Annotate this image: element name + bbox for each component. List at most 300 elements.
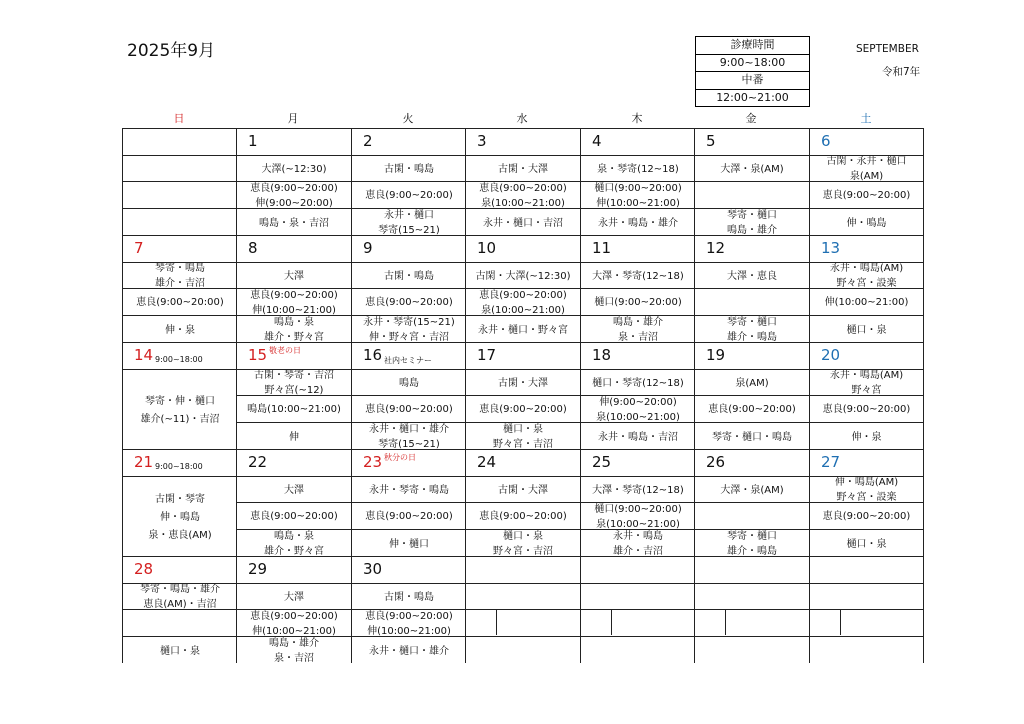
day-number: 22: [248, 453, 268, 471]
weekday-header: [122, 110, 924, 128]
afternoon-shift: [237, 315, 351, 342]
staff-line: 雄介(~11)・吉沼: [140, 413, 220, 425]
day-number: 14: [134, 346, 154, 364]
staff-line: 琴寄・伸・樋口: [145, 395, 215, 407]
staff-line: 泉・琴寄(12~18): [597, 163, 679, 175]
day-number: 5: [706, 132, 716, 150]
extended-shift: [466, 181, 580, 209]
extended-shift: [123, 609, 237, 637]
extended-shift: [810, 395, 923, 423]
day-number: 11: [592, 239, 612, 257]
afternoon-shift: [123, 208, 237, 235]
afternoon-shift: [581, 529, 695, 556]
staff-line: 恵良(9:00~20:00): [479, 182, 567, 194]
day-number: 17: [477, 346, 497, 364]
staff-line: 恵良(9:00~20:00): [365, 511, 453, 522]
morning-shift: [123, 262, 237, 289]
extended-shift: [466, 395, 580, 423]
extended-shift: [352, 288, 466, 316]
extended-shift: [123, 288, 237, 316]
staff-line: 樋口・泉: [846, 538, 887, 550]
morning-shift: [352, 476, 466, 503]
afternoon-shift: [352, 636, 466, 663]
morning-shift: [695, 369, 809, 396]
staff-line: 恵良(9:00~20:00): [250, 289, 338, 301]
staff-line: 古閑・琴寄: [155, 493, 205, 505]
staff-line: 野々宮・設楽: [836, 278, 897, 289]
staff-line: 伸・鳴島: [160, 511, 200, 523]
extended-shift: [352, 502, 466, 530]
staff-line: 古閑・鳴島: [384, 163, 434, 175]
staff-line: 樋口(9:00~20:00): [594, 503, 682, 515]
day-number: 6: [821, 132, 831, 150]
staff-line: 泉(AM): [849, 171, 884, 182]
staff-line: 恵良(9:00~20:00): [479, 289, 567, 301]
afternoon-shift: [352, 422, 466, 449]
staff-line: 伸: [289, 431, 299, 443]
afternoon-shift: [352, 529, 466, 556]
staff-line: 大澤: [284, 484, 304, 496]
staff-line: 野々宮: [851, 385, 882, 396]
staff-line: 鳴島・雄介: [727, 225, 777, 235]
staff-line: 樋口(9:00~20:00): [594, 297, 682, 308]
staff-line: 野々宮・吉沼: [493, 439, 553, 449]
extended-shift: [581, 181, 695, 209]
day-cell: [580, 449, 695, 556]
calendar-grid: [122, 128, 924, 687]
japanese-era-year: 令和7年: [882, 66, 921, 78]
day-cell: [465, 128, 580, 235]
morning-shift: [810, 262, 923, 289]
extended-shift: [466, 288, 580, 316]
staff-line: 樋口・泉: [503, 424, 543, 435]
morning-shift: [581, 476, 695, 503]
staff-line: 古閑・永井・樋口: [826, 156, 907, 167]
day-number: 10: [477, 239, 497, 257]
extended-shift: [123, 181, 237, 209]
staff-line: 伸・樋口: [389, 538, 429, 550]
extended-shift: [695, 502, 809, 530]
extended-shift: [695, 181, 809, 209]
day-cell: [236, 235, 351, 342]
empty-day-cell: [465, 556, 580, 663]
hours-mid-shift: 12:00~21:00: [696, 89, 809, 107]
day-cell: [465, 342, 580, 449]
extended-shift: [581, 609, 695, 637]
extended-shift: [237, 502, 351, 530]
afternoon-shift: [695, 636, 809, 663]
extended-shift: [810, 609, 923, 637]
event-label: 社内セミナー: [384, 356, 432, 365]
staff-line: 永井・樋口: [384, 210, 434, 221]
month-english: SEPTEMBER: [856, 43, 919, 55]
day-number: 28: [134, 560, 154, 578]
afternoon-shift: [810, 636, 923, 663]
staff-line: 伸(10:00~21:00): [252, 625, 336, 637]
staff-line: 恵良(9:00~20:00): [822, 511, 911, 522]
day-number: 27: [821, 453, 841, 471]
extended-shift: [810, 502, 923, 530]
staff-line: 琴寄・樋口: [727, 210, 777, 221]
staff-line: 恵良(9:00~20:00): [136, 297, 224, 308]
afternoon-shift: [352, 208, 466, 235]
morning-shift: [810, 369, 923, 396]
day-number: 4: [592, 132, 602, 150]
staff-line: 恵良(9:00~20:00): [365, 297, 453, 308]
staff-line: 琴寄・樋口: [727, 531, 777, 542]
morning-shift: [581, 155, 695, 182]
staff-line: 恵良(9:00~20:00): [479, 404, 567, 415]
staff-line: 古閑・鳴島: [384, 591, 434, 603]
extended-shift: [352, 181, 466, 209]
day-number: 12: [706, 239, 726, 257]
day-number: 16: [363, 346, 383, 364]
afternoon-shift: [581, 422, 695, 449]
sunday-hours-note: 9:00~18:00: [155, 462, 203, 471]
week-row: [122, 449, 924, 556]
morning-shift: [123, 155, 237, 182]
morning-shift: [466, 369, 580, 396]
day-number: 2: [363, 132, 373, 150]
staff-line: 伸(9:00~20:00): [255, 197, 333, 209]
afternoon-shift: [810, 422, 923, 449]
day-number: 1: [248, 132, 258, 150]
staff-line: 雄介・鳴島: [727, 546, 777, 556]
day-number: 9: [363, 239, 373, 257]
staff-line: 琴寄・樋口・鳴島: [712, 431, 792, 443]
weekday-tue: 火: [402, 112, 414, 125]
day-cell: [465, 235, 580, 342]
empty-marker: [611, 609, 612, 635]
extended-shift: [581, 502, 695, 530]
staff-line: 恵良(9:00~20:00): [822, 404, 911, 415]
day-number: 21: [134, 453, 154, 471]
extended-shift: [352, 609, 466, 637]
extended-shift: [466, 502, 580, 530]
week-row: [122, 342, 924, 449]
staff-line: 大澤・琴寄(12~18): [592, 270, 684, 282]
day-number: 26: [706, 453, 726, 471]
staff-line: 野々宮・吉沼: [493, 546, 553, 556]
day-cell: [694, 235, 809, 342]
morning-shift: [352, 369, 466, 396]
morning-shift: [810, 155, 923, 182]
empty-marker: [496, 609, 497, 635]
afternoon-shift: [466, 636, 580, 663]
day-number: 18: [592, 346, 612, 364]
day-cell: [122, 342, 237, 449]
staff-line: 鳴島(10:00~21:00): [247, 404, 341, 415]
morning-shift: [237, 262, 351, 289]
day-number: 13: [821, 239, 841, 257]
staff-line: 古閑・大澤: [498, 377, 548, 389]
day-cell: [694, 128, 809, 235]
sunday-hours-note: 9:00~18:00: [155, 355, 203, 364]
staff-line: 伸(10:00~21:00): [252, 304, 336, 316]
morning-shift: [695, 583, 809, 610]
empty-day-cell: [809, 556, 924, 663]
staff-line: 恵良(9:00~20:00): [365, 404, 453, 415]
hours-mid-shift-label: 中番: [696, 71, 809, 89]
staff-line: 永井・樋口・雄介: [369, 424, 449, 435]
day-cell: [809, 128, 924, 235]
day-cell: [351, 556, 466, 663]
staff-line: 永井・鳴島: [613, 531, 663, 542]
day-cell: [809, 342, 924, 449]
day-cell: [351, 342, 466, 449]
day-number: 30: [363, 560, 383, 578]
staff-line: 泉(AM): [735, 377, 769, 389]
staff-line: 古閑・鳴島: [384, 270, 434, 282]
morning-shift: [466, 583, 580, 610]
afternoon-shift: [352, 315, 466, 342]
staff-line: 古閑・大澤: [498, 163, 548, 175]
morning-shift: [581, 369, 695, 396]
day-cell: [809, 449, 924, 556]
afternoon-shift: [237, 636, 351, 663]
staff-line: 恵良(9:00~20:00): [365, 190, 453, 201]
day-cell: [236, 128, 351, 235]
afternoon-shift: [695, 208, 809, 235]
day-cell: [236, 449, 351, 556]
day-cell: [351, 128, 466, 235]
empty-marker: [725, 609, 726, 635]
staff-line: 琴寄・樋口: [727, 317, 777, 328]
staff-line: 大澤・泉(AM): [720, 484, 784, 496]
day-cell: [122, 556, 237, 663]
staff-line: 鳴島・泉: [274, 317, 314, 328]
day-number: 8: [248, 239, 258, 257]
empty-day-cell: [580, 556, 695, 663]
day-cell: [465, 449, 580, 556]
morning-shift: [352, 262, 466, 289]
morning-shift: [237, 155, 351, 182]
morning-shift: [810, 583, 923, 610]
staff-line: 泉(10:00~21:00): [481, 304, 565, 316]
day-cell: [694, 342, 809, 449]
hours-heading: 診療時間: [730, 38, 775, 51]
staff-line: 泉(10:00~21:00): [596, 411, 680, 423]
staff-line: 琴寄(15~21): [378, 439, 440, 449]
morning-shift: [581, 262, 695, 289]
extended-shift: [810, 288, 923, 316]
day-number: 23: [363, 453, 383, 471]
day-number: 20: [821, 346, 841, 364]
morning-shift: [237, 583, 351, 610]
empty-marker: [840, 609, 841, 635]
empty-day-cell: [122, 128, 237, 235]
staff-line: 伸・泉: [165, 324, 195, 336]
staff-line: 鳴島・泉: [274, 531, 314, 542]
extended-shift: [695, 395, 809, 423]
staff-line: 伸(10:00~21:00): [367, 625, 451, 637]
staff-line: 大澤・琴寄(12~18): [592, 484, 684, 496]
staff-line: 鳴島: [399, 377, 419, 389]
staff-line: 古閑・大澤(~12:30): [475, 270, 571, 282]
staff-line: 永井・樋口・雄介: [369, 645, 449, 657]
staff-line: 樋口・泉: [160, 645, 200, 657]
staff-line: 恵良(9:00~20:00): [479, 511, 567, 522]
staff-line: 永井・鳴島(AM): [829, 370, 904, 381]
extended-shift: [237, 288, 351, 316]
extended-shift: [581, 395, 695, 423]
hours-regular: 9:00~18:00: [696, 54, 809, 72]
staff-line: 泉(10:00~21:00): [481, 197, 565, 209]
staff-line: 古閑・琴寄・吉沼: [254, 370, 334, 381]
staff-line: 雄介・吉沼: [155, 278, 205, 289]
day-cell: [580, 235, 695, 342]
staff-line: 泉・恵良(AM): [148, 529, 212, 541]
staff-line: 伸・泉: [851, 431, 882, 443]
extended-shift: [695, 609, 809, 637]
afternoon-shift: [466, 208, 580, 235]
staff-line: 永井・琴寄・鳴島: [369, 484, 449, 496]
morning-shift: [695, 155, 809, 182]
staff-line: 樋口(9:00~20:00): [594, 182, 682, 194]
staff-line: 野々宮・設楽: [836, 492, 897, 503]
holiday-label: 敬老の日: [269, 346, 301, 355]
empty-day-cell: [694, 556, 809, 663]
staff-line: 樋口・泉: [846, 324, 887, 336]
day-cell: [236, 556, 351, 663]
day-number: 15: [248, 346, 268, 364]
staff-line: 恵良(9:00~20:00): [250, 511, 338, 522]
morning-shift: [810, 476, 923, 503]
staff-line: 鳴島・雄介: [269, 638, 319, 649]
staff-line: 琴寄・鳴島: [155, 263, 205, 274]
weekday-thu: 木: [631, 112, 643, 125]
extended-shift: [466, 609, 580, 637]
extended-shift: [237, 609, 351, 637]
day-cell: [580, 128, 695, 235]
day-cell: [236, 342, 351, 449]
staff-line: 伸(10:00~21:00): [596, 197, 680, 209]
staff-line: 永井・鳴島(AM): [829, 263, 904, 274]
staff-line: 泉(10:00~21:00): [596, 518, 680, 530]
staff-line: 大澤(~12:30): [261, 163, 327, 175]
morning-shift: [466, 476, 580, 503]
staff-line: 琴寄・鳴島・雄介: [140, 584, 220, 595]
holiday-label: 秋分の日: [384, 453, 416, 462]
calendar-title: 2025年9月: [127, 41, 216, 61]
staff-line: 永井・樋口・野々宮: [478, 324, 568, 336]
extended-shift: [237, 181, 351, 209]
clinic-hours-box: [695, 36, 810, 107]
day-number: 24: [477, 453, 497, 471]
staff-line: 古閑・大澤: [498, 484, 548, 496]
day-cell: [351, 235, 466, 342]
weekday-sun: 日: [173, 112, 185, 125]
day-number: 25: [592, 453, 612, 471]
afternoon-shift: [810, 208, 923, 235]
weekday-fri: 金: [745, 112, 757, 125]
staff-line: 恵良(9:00~20:00): [250, 610, 338, 622]
staff-line: 伸・野々宮・吉沼: [369, 332, 449, 342]
afternoon-shift: [123, 636, 237, 663]
staff-line: 雄介・吉沼: [613, 546, 663, 556]
staff-line: 永井・鳴島・吉沼: [598, 431, 678, 443]
staff-line: 鳴島・雄介: [613, 317, 663, 328]
staff-line: 大澤・恵良: [727, 270, 777, 282]
day-number: 29: [248, 560, 268, 578]
staff-line: 大澤: [284, 591, 304, 603]
day-number: 7: [134, 239, 144, 257]
staff-line: 雄介・鳴島: [727, 332, 777, 342]
weekday-mon: 月: [287, 112, 299, 125]
week-row: [122, 128, 924, 235]
staff-line: 鳴島・泉・吉沼: [259, 217, 329, 229]
morning-shift: [352, 583, 466, 610]
day-cell: [694, 449, 809, 556]
extended-shift: [810, 181, 923, 209]
morning-shift: [352, 155, 466, 182]
staff-line: 恵良(9:00~20:00): [708, 404, 796, 415]
staff-line: 永井・琴寄(15~21): [363, 317, 455, 328]
morning-shift: [581, 583, 695, 610]
weekday-sat: 土: [860, 112, 872, 125]
afternoon-shift: [237, 422, 351, 449]
extended-shift: [352, 395, 466, 423]
afternoon-shift: [695, 529, 809, 556]
afternoon-shift: [466, 315, 580, 342]
day-cell: [351, 449, 466, 556]
staff-line: 永井・樋口・吉沼: [483, 217, 563, 229]
staff-line: 恵良(AM)・吉沼: [143, 599, 217, 610]
sunday-staff: [123, 369, 237, 449]
morning-shift: [237, 369, 351, 396]
staff-line: 樋口・泉: [503, 531, 543, 542]
weekday-wed: 水: [516, 112, 528, 125]
week-row: [122, 235, 924, 342]
afternoon-shift: [810, 529, 923, 556]
staff-line: 野々宮(~12): [264, 385, 324, 396]
staff-line: 恵良(9:00~20:00): [365, 610, 453, 622]
staff-line: 泉・吉沼: [274, 653, 314, 663]
afternoon-shift: [466, 422, 580, 449]
week-row: [122, 556, 924, 663]
day-cell: [122, 235, 237, 342]
afternoon-shift: [695, 422, 809, 449]
staff-line: 大澤: [284, 270, 304, 282]
day-number: 19: [706, 346, 726, 364]
afternoon-shift: [695, 315, 809, 342]
extended-shift: [581, 288, 695, 316]
morning-shift: [466, 155, 580, 182]
morning-shift: [123, 583, 237, 610]
afternoon-shift: [581, 208, 695, 235]
staff-line: 伸(9:00~20:00): [599, 396, 677, 408]
staff-line: 恵良(9:00~20:00): [822, 190, 911, 201]
sunday-staff: [123, 476, 237, 556]
morning-shift: [695, 476, 809, 503]
staff-line: 雄介・野々宮: [264, 546, 324, 556]
staff-line: 伸(10:00~21:00): [824, 297, 909, 308]
afternoon-shift: [581, 315, 695, 342]
staff-line: 雄介・野々宮: [264, 332, 324, 342]
day-cell: [809, 235, 924, 342]
extended-shift: [237, 395, 351, 423]
afternoon-shift: [237, 529, 351, 556]
day-cell: [580, 342, 695, 449]
afternoon-shift: [810, 315, 923, 342]
morning-shift: [695, 262, 809, 289]
day-cell: [122, 449, 237, 556]
afternoon-shift: [581, 636, 695, 663]
staff-line: 琴寄(15~21): [378, 225, 440, 235]
staff-line: 伸・鳴島(AM): [834, 477, 899, 488]
morning-shift: [237, 476, 351, 503]
afternoon-shift: [237, 208, 351, 235]
